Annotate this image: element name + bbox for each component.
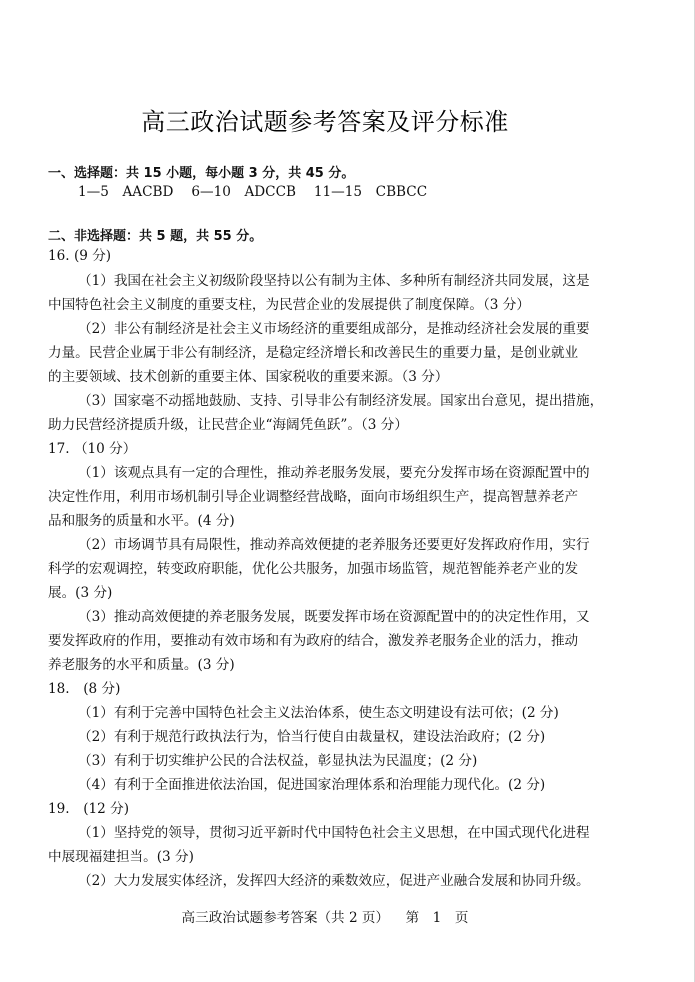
- q16-line: （1）我国在社会主义初级阶段坚持以公有制为主体、多种所有制经济共同发展，这是: [78, 273, 590, 289]
- q16-line: （3）国家毫不动摇地鼓励、支持、引导非公有制经济发展。国家出台意见，提出措施，: [78, 393, 604, 409]
- footer-page-number: 第 1 页: [405, 910, 469, 926]
- q19-label: 19. (12 分): [48, 801, 130, 817]
- q16-line: （2）非公有制经济是社会主义市场经济的重要组成部分，是推动经济社会发展的重要: [78, 321, 590, 337]
- q16-line: 的主要领域、技术创新的重要主体、国家税收的重要来源。（3 分）: [48, 369, 449, 385]
- q17-line: 要发挥政府的作用，要推动有效市场和有为政府的结合，激发养老服务企业的活力，推动: [48, 633, 579, 649]
- q17-line: （2）市场调节具有局限性，推动养高效便捷的老养服务还要更好发挥政府作用，实行: [78, 537, 590, 553]
- q17-label: 17. （10 分）: [48, 441, 137, 457]
- q16-line: 助力民营经济提质升级，让民营企业“海阔凭鱼跃”。（3 分）: [48, 417, 408, 433]
- q17-line: （3）推动高效便捷的养老服务发展，既要发挥市场在资源配置中的的决定性作用，又: [78, 609, 590, 625]
- q18-line: （1）有利于完善中国特色社会主义法治体系，使生态文明建设有法可依；(2 分): [78, 705, 559, 721]
- page-title: 高三政治试题参考答案及评分标准: [141, 108, 509, 136]
- section1-heading: 一、选择题：共 15 小题，每小题 3 分，共 45 分。: [48, 166, 355, 181]
- choice-answers: 1—5 AACBD 6—10 ADCCB 11—15 CBBCC: [78, 184, 428, 200]
- q18-line: （3）有利于切实维护公民的合法权益，彰显执法为民温度；(2 分): [78, 753, 478, 769]
- q17-line: 展。(3 分): [48, 585, 113, 601]
- q16-line: 中国特色社会主义制度的重要支柱，为民营企业的发展提供了制度保障。（3 分）: [48, 297, 530, 313]
- q17-line: 养老服务的水平和质量。(3 分): [48, 657, 235, 673]
- q17-line: 科学的宏观调控，转变政府职能，优化公共服务，加强市场监管，规范智能养老产业的发: [48, 561, 579, 577]
- q17-line: 决定性作用，利用市场机制引导企业调整经营战略，面向市场组织生产，提高智慧养老产: [48, 489, 579, 505]
- q19-line: （2）大力发展实体经济，发挥四大经济的乘数效应，促进产业融合发展和协同升级。: [78, 873, 590, 889]
- footer-doc-title: 高三政治试题参考答案（共 2 页）: [181, 910, 390, 926]
- q18-line: （2）有利于规范行政执法行为，恰当行使自由裁量权，建设法治政府；(2 分): [78, 729, 546, 745]
- q19-line: （1）坚持党的领导，贯彻习近平新时代中国特色社会主义思想，在中国式现代化进程: [78, 825, 590, 841]
- q18-label: 18. (8 分): [48, 681, 121, 697]
- q16-label: 16. (9 分): [48, 248, 112, 264]
- q17-line: 品和服务的质量和水平。(4 分): [48, 513, 235, 529]
- q19-line: 中展现福建担当。(3 分): [48, 849, 194, 865]
- section2-heading: 二、非选择题：共 5 题，共 55 分。: [48, 229, 263, 244]
- q16-line: 力量。民营企业属于非公有制经济，是稳定经济增长和改善民生的重要力量，是创业就业: [48, 345, 579, 361]
- q17-line: （1）该观点具有一定的合理性，推动养老服务发展，要充分发挥市场在资源配置中的: [78, 465, 590, 481]
- q18-line: （4）有利于全面推进依法治国，促进国家治理体系和治理能力现代化。(2 分): [78, 777, 546, 793]
- page-footer: [0, 908, 650, 928]
